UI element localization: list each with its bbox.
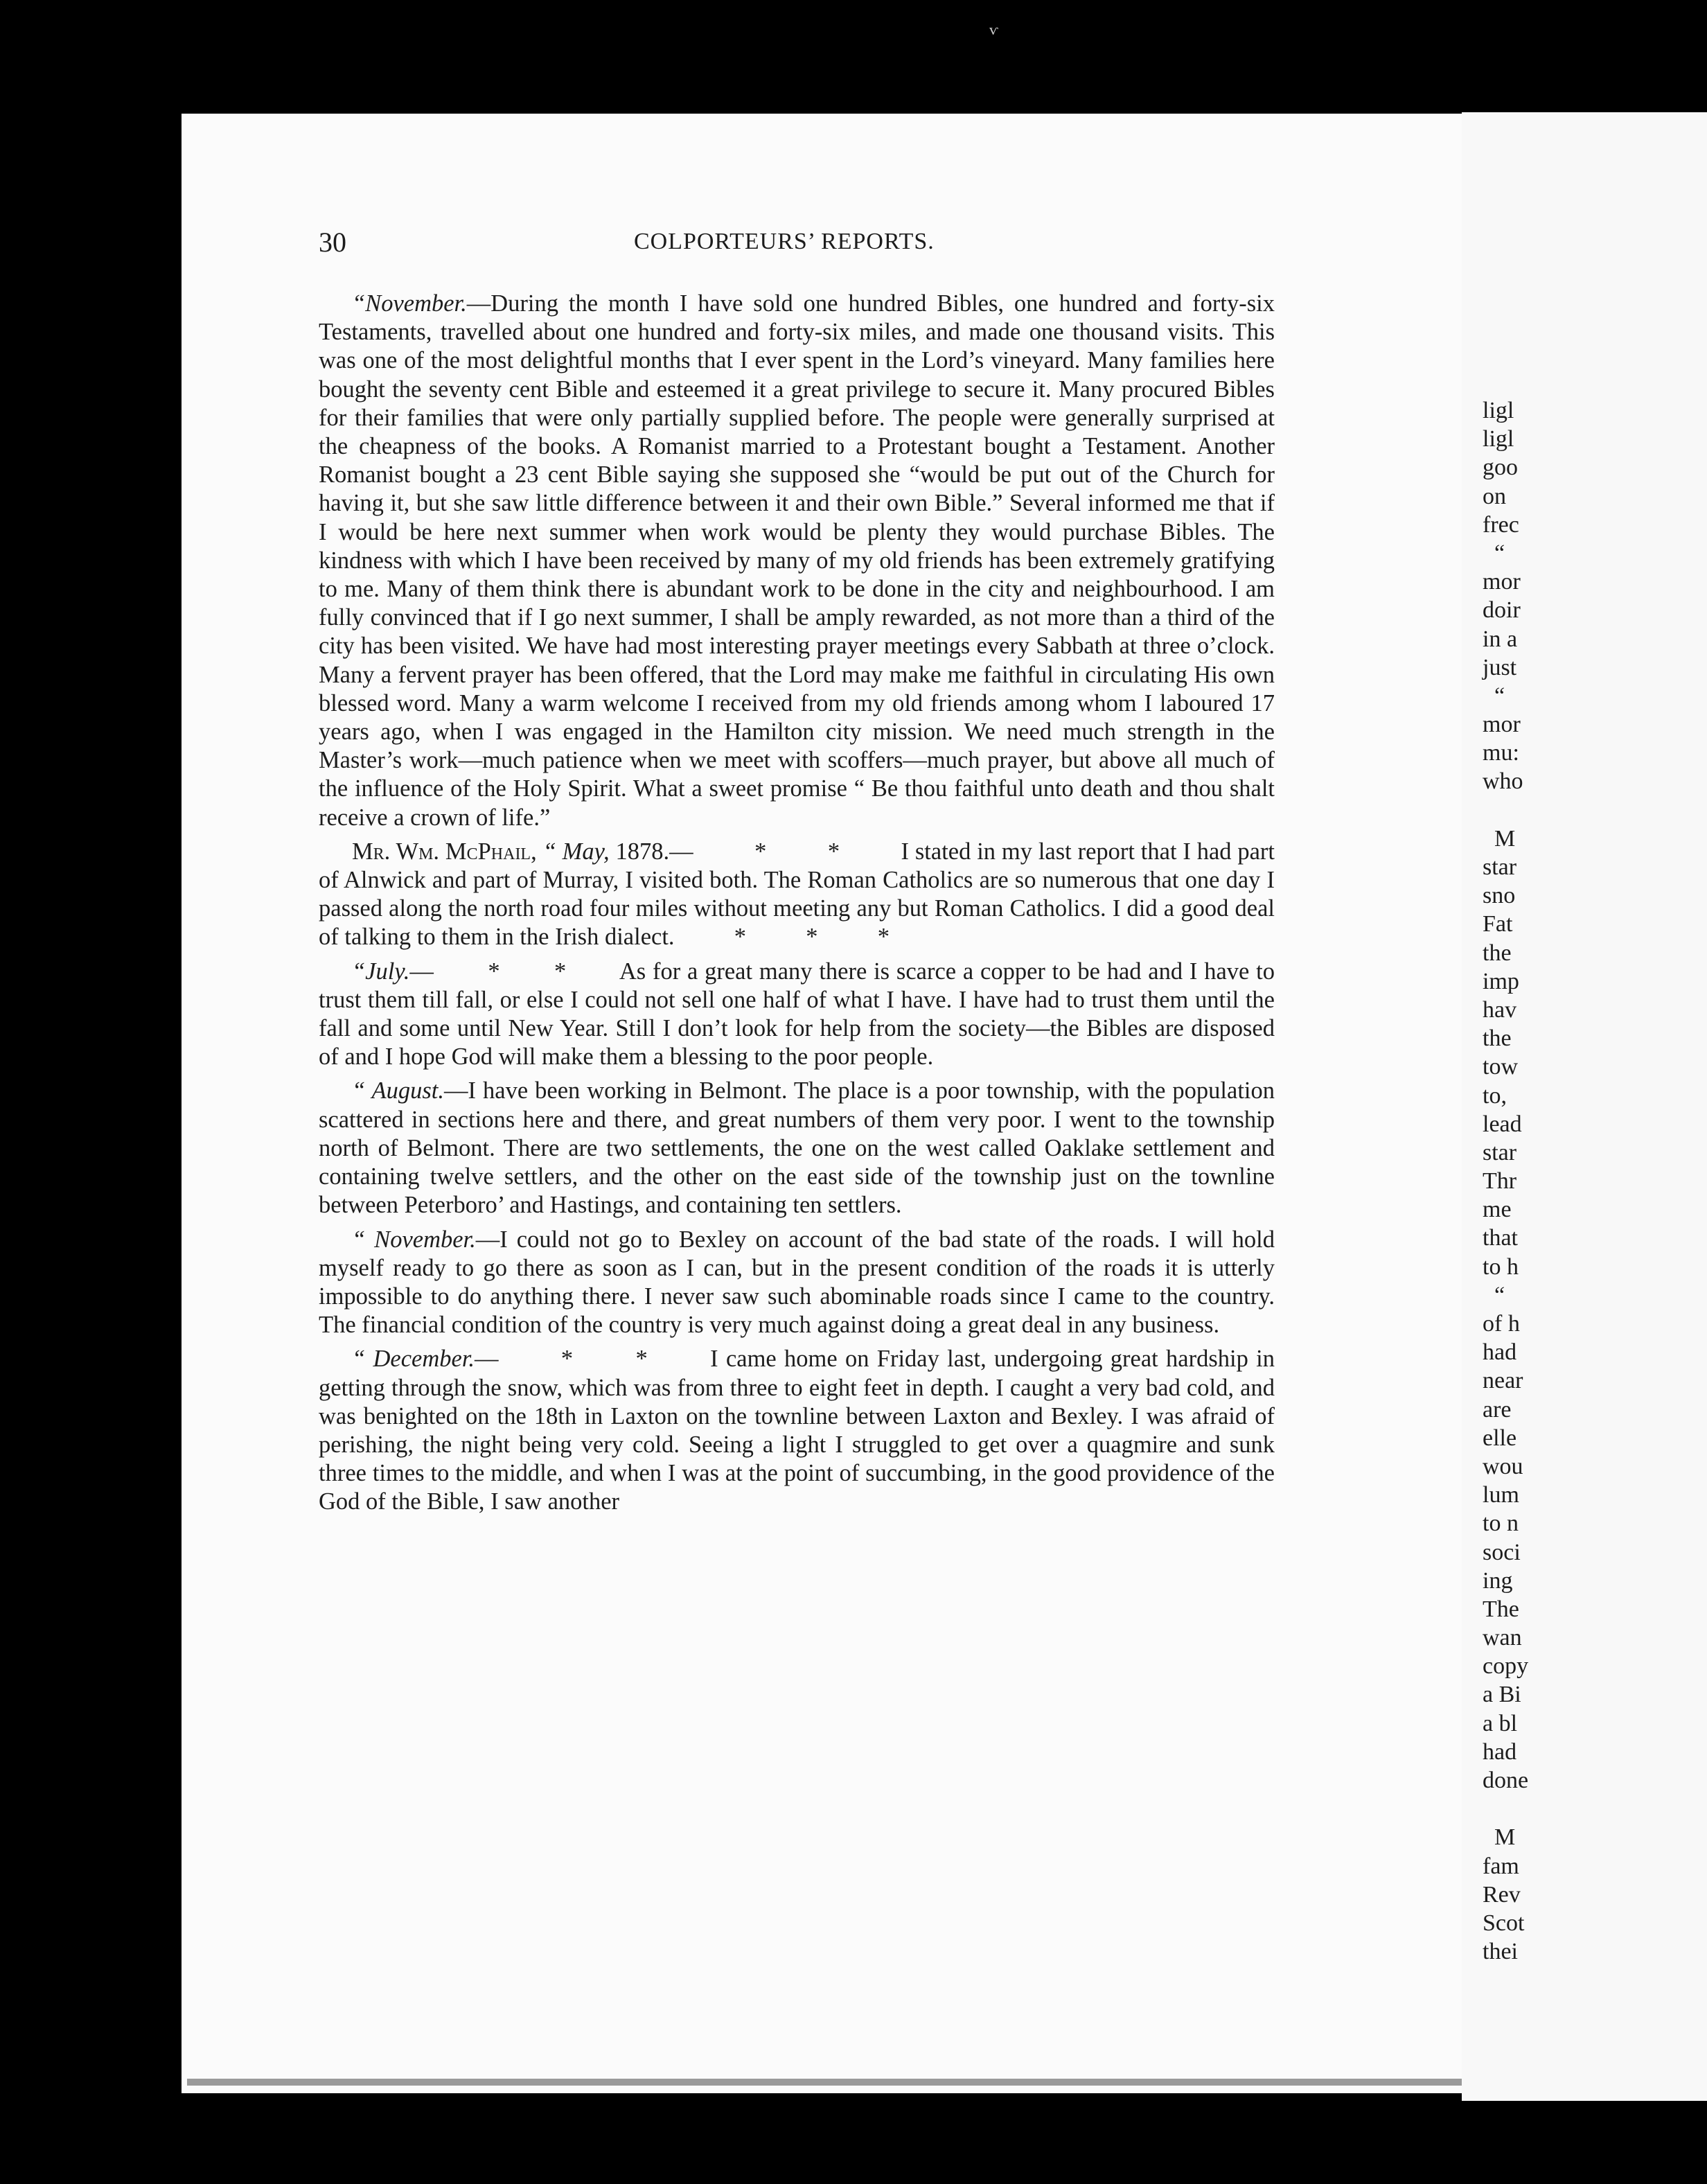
right-page-line: ligl bbox=[1483, 398, 1514, 423]
paragraph-lead: “ August. bbox=[352, 1077, 445, 1104]
right-page-line: of h bbox=[1483, 1311, 1520, 1337]
paragraph-text: — * * As for a great many there is scarce a copper to be had and I have to trust them till fall, or else I could not sell one half of what I have. I have had to trust them until the fall and some until New Year. Still I don’t look for help from the society—the Bibles are disposed of and I hope God will make them a blessing to the poor people. bbox=[319, 958, 1275, 1071]
right-page-text-fragment bbox=[1483, 396, 1707, 1966]
right-page-line: that bbox=[1483, 1225, 1518, 1251]
right-page-line: the bbox=[1483, 1025, 1512, 1052]
right-page-line: the bbox=[1483, 940, 1512, 966]
right-page-line: Scot bbox=[1483, 1910, 1525, 1936]
right-page-line: Fat bbox=[1483, 911, 1513, 937]
scan-mark: ѵ bbox=[989, 21, 998, 38]
running-head: COLPORTEURS’ REPORTS. bbox=[634, 229, 935, 254]
right-page-line: star bbox=[1483, 854, 1517, 880]
right-page-line: ligl bbox=[1483, 426, 1514, 452]
right-page bbox=[1462, 112, 1707, 2101]
right-page-line: “ bbox=[1483, 682, 1505, 709]
right-page-line: a Bi bbox=[1483, 1682, 1521, 1708]
paragraph-lead: “July. bbox=[352, 958, 410, 985]
right-page-line: hav bbox=[1483, 996, 1517, 1023]
right-page-line: wan bbox=[1483, 1625, 1522, 1651]
right-page-line: tow bbox=[1483, 1054, 1518, 1080]
right-page-line: me bbox=[1483, 1197, 1512, 1223]
page-edge-shadow bbox=[187, 2079, 1469, 2086]
right-page-line: thei bbox=[1483, 1939, 1518, 1965]
paragraph-lead: “ November. bbox=[352, 1226, 476, 1253]
right-page-line: sno bbox=[1483, 883, 1516, 909]
right-page-line: “ bbox=[1483, 540, 1505, 566]
right-page-line: mu: bbox=[1483, 740, 1519, 766]
paragraph-mcphail-may bbox=[319, 838, 1275, 952]
paragraph-text: —During the month I have sold one hundred Bibles, one hundred and forty-six Testaments, travelled about one hundred and forty-six miles, and made one thousand visits. This was one of the most delightful months that I ever spent in the Lord’s vineyard. Many families here bought the seventy cent Bible and esteemed it a great privilege to secure it. Many procured Bibles for their families that were only partially supplied before. The people were generally surprised at the cheapness of the books. A Romanist married to a Protestant bought a Testament. Another Romanist bought a 23 cent Bible saying she supposed she “would be put out of the Church for having it, but she saw little difference between it and their own Bible.” Several informed me that if I would be here next summer when work would be plenty they would purchase Bibles. The kindness with which I have been received by many of my old friends has been extremely gratifying to me. Many of them think there is abundant work to be done in the city and neighbourhood. I am fully convinced that if I go next summer, I shall be amply rewarded, as not more than a third of the city has been visited. We have had most interesting prayer meetings every Sabbath at three o’clock. Many a fervent prayer has been offered, that the Lord may make me faithful in circulating His own blessed word. Many a warm welcome I received from my old friends among whom I laboured 17 years ago, when I was engaged in the Hamilton city mission. We need much strength in the Master’s work—much patience when we meet with scoffers—much prayer, but above all much of the influence of the Holy Spirit. What a sweet promise “ Be thou faithful unto death and thou shalt receive a crown of life.” bbox=[319, 290, 1275, 831]
right-page-line: M bbox=[1483, 825, 1516, 852]
paragraph-august bbox=[319, 1077, 1275, 1219]
right-page-line: The bbox=[1483, 1596, 1519, 1622]
right-page-line bbox=[1483, 1795, 1707, 1823]
paragraph-lead: “ May, bbox=[542, 838, 610, 865]
right-page-line: to, bbox=[1483, 1082, 1507, 1109]
right-page-line: Thr bbox=[1483, 1168, 1517, 1195]
right-page-line: fam bbox=[1483, 1853, 1519, 1879]
right-page-line: mor bbox=[1483, 712, 1521, 738]
page-header bbox=[319, 226, 1282, 261]
right-page-line: near bbox=[1483, 1368, 1523, 1394]
right-page-line: on bbox=[1483, 483, 1506, 509]
right-page-line: wou bbox=[1483, 1453, 1523, 1479]
right-page-line: are bbox=[1483, 1396, 1512, 1423]
paragraph-november bbox=[319, 290, 1275, 832]
right-page-line: to n bbox=[1483, 1511, 1519, 1537]
right-page-line: who bbox=[1483, 768, 1523, 795]
colporteur-name: Mr. Wm. McPhail, bbox=[352, 838, 537, 865]
right-page-line: had bbox=[1483, 1339, 1517, 1366]
paragraph-lead: “November. bbox=[352, 290, 467, 317]
paragraph-july bbox=[319, 958, 1275, 1072]
right-page-line: lead bbox=[1483, 1111, 1522, 1137]
right-page-line: a bl bbox=[1483, 1710, 1518, 1736]
paragraph-text: —I could not go to Bexley on account of the bad state of the roads. I will hold myself ready to go there as soon as I can, but in the present condition of the roads it is utterly impossible to do anything there. I never saw such abominable roads since I came to the country. The financial condition of the country is very much against doing a great deal in any business. bbox=[319, 1226, 1275, 1339]
right-page-line bbox=[1483, 796, 1707, 825]
right-page-line: doir bbox=[1483, 597, 1521, 624]
right-page-line: ing bbox=[1483, 1567, 1513, 1594]
right-page-line: M bbox=[1483, 1824, 1516, 1851]
right-page-line: frec bbox=[1483, 511, 1519, 538]
page-number: 30 bbox=[319, 227, 346, 258]
right-page-line: to h bbox=[1483, 1253, 1519, 1280]
right-page-line: done bbox=[1483, 1768, 1529, 1793]
right-page-line: Rev bbox=[1483, 1881, 1521, 1908]
right-page-line: soci bbox=[1483, 1539, 1521, 1565]
right-page-line: just bbox=[1483, 654, 1517, 680]
right-page-line: lum bbox=[1483, 1482, 1519, 1508]
paragraph-text: 1878.— * * I stated in my last report that I had part of Alnwick and part of Murray, I visited both. The Roman Catholics are so numerous that one day I passed along the north road four miles without meeting any but Roman Catholics. I did a good deal of talking to them in the Irish dialect. * * * bbox=[319, 838, 1275, 951]
right-page-line: in a bbox=[1483, 626, 1518, 652]
paragraph-text: — * * I came home on Friday last, undergoing great hardship in getting through the snow, which was from three to eight feet in depth. I caught a very bad cold, and was benighted on the 18th in Laxton on the townline between Laxton and Bexley. I was afraid of perishing, the night being very cold. Seeing a light I struggled to get over a quagmire and sunk three times to the middle, and when I was at the point of succumbing, in the good providence of the God of the Bible, I saw another bbox=[319, 1346, 1275, 1515]
paragraph-lead: “ December. bbox=[352, 1346, 475, 1373]
right-page-line: imp bbox=[1483, 968, 1519, 994]
right-page-line: copy bbox=[1483, 1653, 1529, 1680]
paragraph-text: —I have been working in Belmont. The place is a poor township, with the population scattered in sections here and there, and great numbers of them very poor. I went to the township north of Belmont. There are two settlements, the one on the west called Oaklake settlement and containing twelve settlers, and the other on the east side of the township just on the townline between Peterboro’ and Hastings, and containing ten settlers. bbox=[319, 1077, 1275, 1219]
paragraph-november-2 bbox=[319, 1226, 1275, 1340]
right-page-line: star bbox=[1483, 1139, 1517, 1165]
report-body bbox=[319, 290, 1275, 1522]
right-page-line: “ bbox=[1483, 1282, 1505, 1308]
right-page-line: mor bbox=[1483, 569, 1521, 595]
right-page-line: goo bbox=[1483, 455, 1518, 481]
paragraph-december bbox=[319, 1345, 1275, 1516]
right-page-line: had bbox=[1483, 1738, 1517, 1765]
right-page-line: elle bbox=[1483, 1425, 1517, 1451]
